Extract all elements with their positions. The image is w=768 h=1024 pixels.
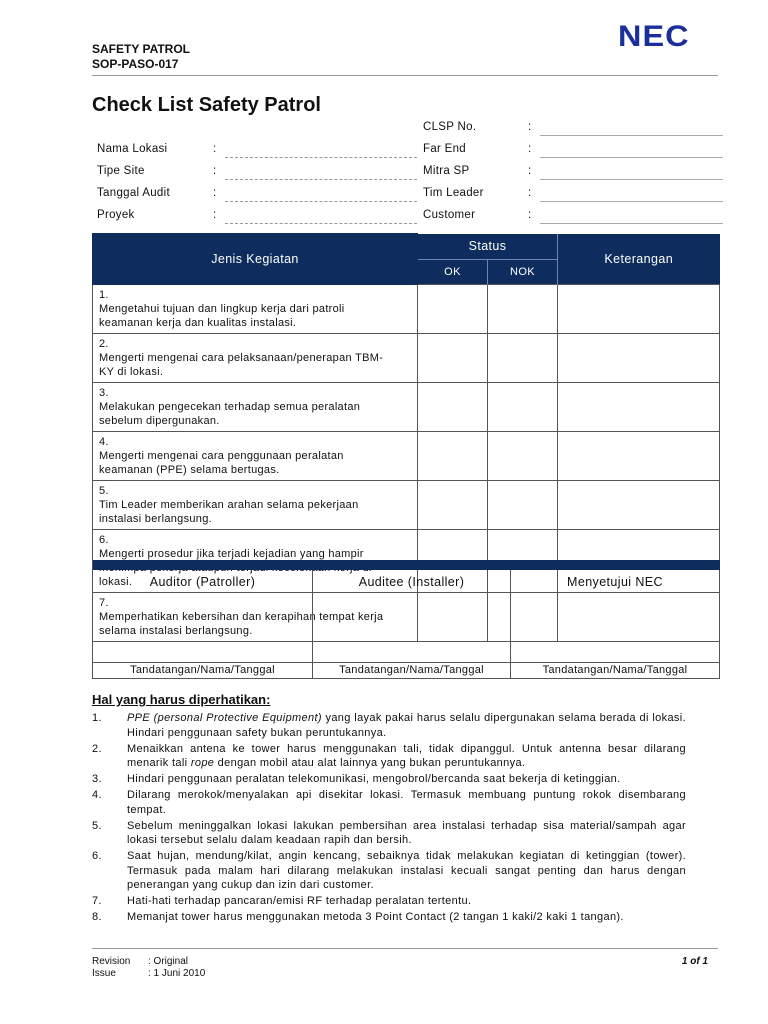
page-number: 1 of 1 bbox=[681, 956, 708, 967]
column-header-status: Status bbox=[418, 234, 558, 260]
keterangan-cell[interactable] bbox=[558, 334, 720, 383]
signature-caption-row bbox=[93, 662, 720, 678]
note-text: Saat hujan, mendung/kilat, angin kencang, sebaiknya tidak melakukan kegiatan di ketinggian (tower). Termasuk pada malam hari dilarang melakukan instalasi kecuali sangat penting dan harus dengan penerangan yang cukup dan izin dari customer. bbox=[127, 850, 686, 891]
field-colon: : bbox=[213, 143, 217, 155]
note-text: Dilarang merokok/menyalakan api disekitar lokasi. Termasuk membuang puntung rokok disembarang tempat. bbox=[127, 789, 686, 816]
list-item bbox=[92, 711, 686, 740]
issue-value: : 1 Juni 2010 bbox=[148, 968, 206, 979]
note-text: Menaikkan antena ke tower harus menggunakan tali, tidak dipanggul. Untuk antenna besar dilarang menarik tali rope dengan mobil atau alat lainnya yang bukan peruntukannya. bbox=[127, 742, 686, 769]
field-colon: : bbox=[213, 187, 217, 199]
field-mitra-sp bbox=[423, 162, 723, 184]
fields-right bbox=[423, 118, 723, 228]
list-item bbox=[92, 742, 686, 771]
activity-cell bbox=[93, 334, 418, 383]
nok-cell[interactable] bbox=[488, 285, 558, 334]
item-number: 6. bbox=[99, 534, 109, 546]
table-row bbox=[93, 432, 720, 481]
nok-cell[interactable] bbox=[488, 481, 558, 530]
list-item bbox=[92, 849, 686, 893]
note-text: Hati-hati terhadap pancaran/emisi RF terhadap peralatan tertentu. bbox=[127, 895, 472, 907]
note-number: 6. bbox=[92, 850, 102, 862]
field-proyek bbox=[97, 206, 417, 228]
field-clsp-no bbox=[423, 118, 723, 140]
ok-cell[interactable] bbox=[418, 481, 488, 530]
note-number: 2. bbox=[92, 742, 102, 755]
signature-box-nec[interactable] bbox=[511, 592, 720, 662]
signature-roles-row bbox=[93, 570, 720, 592]
note-number: 5. bbox=[92, 819, 102, 832]
keterangan-cell[interactable] bbox=[558, 481, 720, 530]
item-text: Melakukan pengecekan terhadap semua peralatan sebelum dipergunakan. bbox=[99, 401, 361, 427]
header-divider bbox=[92, 75, 718, 76]
issue-label: Issue bbox=[92, 968, 116, 979]
item-text: Mengetahui tujuan dan lingkup kerja dari patroli keamanan kerja dan kualitas instalasi. bbox=[99, 303, 345, 329]
signature-caption: Tandatangan/Nama/Tanggal bbox=[511, 662, 720, 678]
ok-cell[interactable] bbox=[418, 285, 488, 334]
note-number: 7. bbox=[92, 895, 102, 907]
ok-cell[interactable] bbox=[418, 383, 488, 432]
signature-caption: Tandatangan/Nama/Tanggal bbox=[93, 662, 313, 678]
table-row bbox=[93, 383, 720, 432]
field-input-line[interactable] bbox=[540, 179, 723, 180]
ok-cell[interactable] bbox=[418, 334, 488, 383]
item-text: Mengerti mengenai cara penggunaan peralatan keamanan (PPE) selama bertugas. bbox=[99, 450, 344, 476]
field-tanggal-audit bbox=[97, 184, 417, 206]
activity-cell bbox=[93, 285, 418, 334]
activity-cell bbox=[93, 432, 418, 481]
field-label: Customer bbox=[423, 209, 476, 221]
note-text: Sebelum meninggalkan lokasi lakukan pembersihan area instalasi terhadap sisa material/sampah agar lokasi tersebut selalu dalam keadaan rapih dan bersih. bbox=[127, 819, 686, 846]
table-row bbox=[93, 334, 720, 383]
note-number: 3. bbox=[92, 773, 102, 785]
notes-list bbox=[92, 711, 686, 926]
field-customer bbox=[423, 206, 723, 228]
field-label: CLSP No. bbox=[423, 121, 477, 133]
note-text: PPE (personal Protective Equipment) yang layak pakai harus selalu dipergunakan selama berada di lokasi. Hindari penggunaan safety bukan peruntukannya. bbox=[127, 712, 686, 739]
list-item bbox=[92, 894, 686, 909]
list-item bbox=[92, 788, 686, 817]
fields-left bbox=[97, 140, 417, 228]
field-input-line[interactable] bbox=[225, 179, 417, 180]
field-input-line[interactable] bbox=[225, 201, 417, 202]
item-number: 5. bbox=[99, 485, 109, 497]
list-item bbox=[92, 910, 686, 925]
footer-meta bbox=[92, 956, 205, 980]
field-colon: : bbox=[528, 209, 532, 221]
doc-code: SOP-PASO-017 bbox=[92, 57, 179, 71]
revision-value: : Original bbox=[148, 956, 189, 967]
activity-cell bbox=[93, 481, 418, 530]
item-number: 1. bbox=[99, 289, 109, 301]
item-number: 3. bbox=[99, 387, 109, 399]
field-label: Mitra SP bbox=[423, 165, 470, 177]
list-item bbox=[92, 772, 686, 787]
field-colon: : bbox=[528, 143, 532, 155]
field-colon: : bbox=[528, 165, 532, 177]
note-number: 1. bbox=[92, 712, 102, 724]
list-item bbox=[92, 819, 686, 848]
field-label: Tipe Site bbox=[97, 165, 145, 177]
footer-divider bbox=[92, 948, 718, 949]
item-number: 2. bbox=[99, 338, 109, 350]
nok-cell[interactable] bbox=[488, 432, 558, 481]
keterangan-cell[interactable] bbox=[558, 285, 720, 334]
field-tim-leader bbox=[423, 184, 723, 206]
field-input-line[interactable] bbox=[540, 157, 723, 158]
signature-role-auditee: Auditee (Installer) bbox=[313, 570, 511, 592]
field-label: Far End bbox=[423, 143, 467, 155]
note-number: 4. bbox=[92, 789, 102, 801]
field-colon: : bbox=[528, 121, 532, 133]
item-text: Memperhatikan kebersihan dan kerapihan tempat kerja selama instalasi berlangsung. bbox=[99, 611, 384, 637]
activity-cell bbox=[93, 383, 418, 432]
field-label: Tanggal Audit bbox=[97, 187, 170, 199]
field-input-line[interactable] bbox=[225, 223, 417, 224]
table-row bbox=[93, 285, 720, 334]
signature-box-auditor[interactable] bbox=[93, 592, 313, 662]
keterangan-cell[interactable] bbox=[558, 383, 720, 432]
item-text: Mengerti prosedur jika terjadi kejadian yang hampir lokasi. bbox=[99, 548, 364, 588]
nok-cell[interactable] bbox=[488, 383, 558, 432]
field-far-end bbox=[423, 140, 723, 162]
field-input-line[interactable] bbox=[225, 157, 417, 158]
field-input-line[interactable] bbox=[540, 223, 723, 224]
column-header-jenis-kegiatan: Jenis Kegiatan bbox=[93, 234, 418, 285]
revision-label: Revision bbox=[92, 956, 131, 967]
nok-cell[interactable] bbox=[488, 334, 558, 383]
signature-space-row bbox=[93, 592, 720, 662]
ok-cell[interactable] bbox=[418, 432, 488, 481]
signature-header-bar bbox=[93, 560, 720, 570]
field-colon: : bbox=[213, 209, 217, 221]
item-number: 4. bbox=[99, 436, 109, 448]
notes-title: Hal yang harus diperhatikan: bbox=[92, 692, 271, 707]
field-label: Tim Leader bbox=[423, 187, 484, 199]
note-text: Memanjat tower harus menggunakan metoda 3 Point Contact (2 tangan 1 kaki/2 kaki 1 tangan). bbox=[127, 911, 624, 923]
field-input-line[interactable] bbox=[540, 201, 723, 202]
signature-box-auditee[interactable] bbox=[313, 592, 511, 662]
keterangan-cell[interactable] bbox=[558, 432, 720, 481]
signature-table bbox=[92, 560, 720, 679]
field-colon: : bbox=[528, 187, 532, 199]
column-header-ok: OK bbox=[418, 260, 488, 285]
signature-role-nec: Menyetujui NEC bbox=[511, 570, 720, 592]
nec-logo: NEC bbox=[618, 20, 690, 53]
doc-title: SAFETY PATROL bbox=[92, 42, 191, 56]
field-label: Proyek bbox=[97, 209, 135, 221]
page-title: Check List Safety Patrol bbox=[92, 94, 321, 116]
note-text: Hindari penggunaan peralatan telekomunikasi, mengobrol/bercanda saat bekerja di ketinggian. bbox=[127, 773, 621, 785]
note-number: 8. bbox=[92, 911, 102, 923]
field-label: Nama Lokasi bbox=[97, 143, 168, 155]
signature-role-auditor: Auditor (Patroller) bbox=[93, 570, 313, 592]
column-header-keterangan: Keterangan bbox=[558, 234, 720, 285]
field-nama-lokasi bbox=[97, 140, 417, 162]
item-text: Tim Leader memberikan arahan selama pekerjaan instalasi berlangsung. bbox=[99, 499, 359, 525]
field-input-line[interactable] bbox=[540, 135, 723, 136]
item-text: Mengerti mengenai cara pelaksanaan/penerapan TBM-KY di lokasi. bbox=[99, 352, 384, 378]
table-row bbox=[93, 481, 720, 530]
document-code-block bbox=[92, 42, 190, 72]
item-number: 7. bbox=[99, 597, 109, 609]
field-colon: : bbox=[213, 165, 217, 177]
column-header-nok: NOK bbox=[488, 260, 558, 285]
field-tipe-site bbox=[97, 162, 417, 184]
signature-caption: Tandatangan/Nama/Tanggal bbox=[313, 662, 511, 678]
